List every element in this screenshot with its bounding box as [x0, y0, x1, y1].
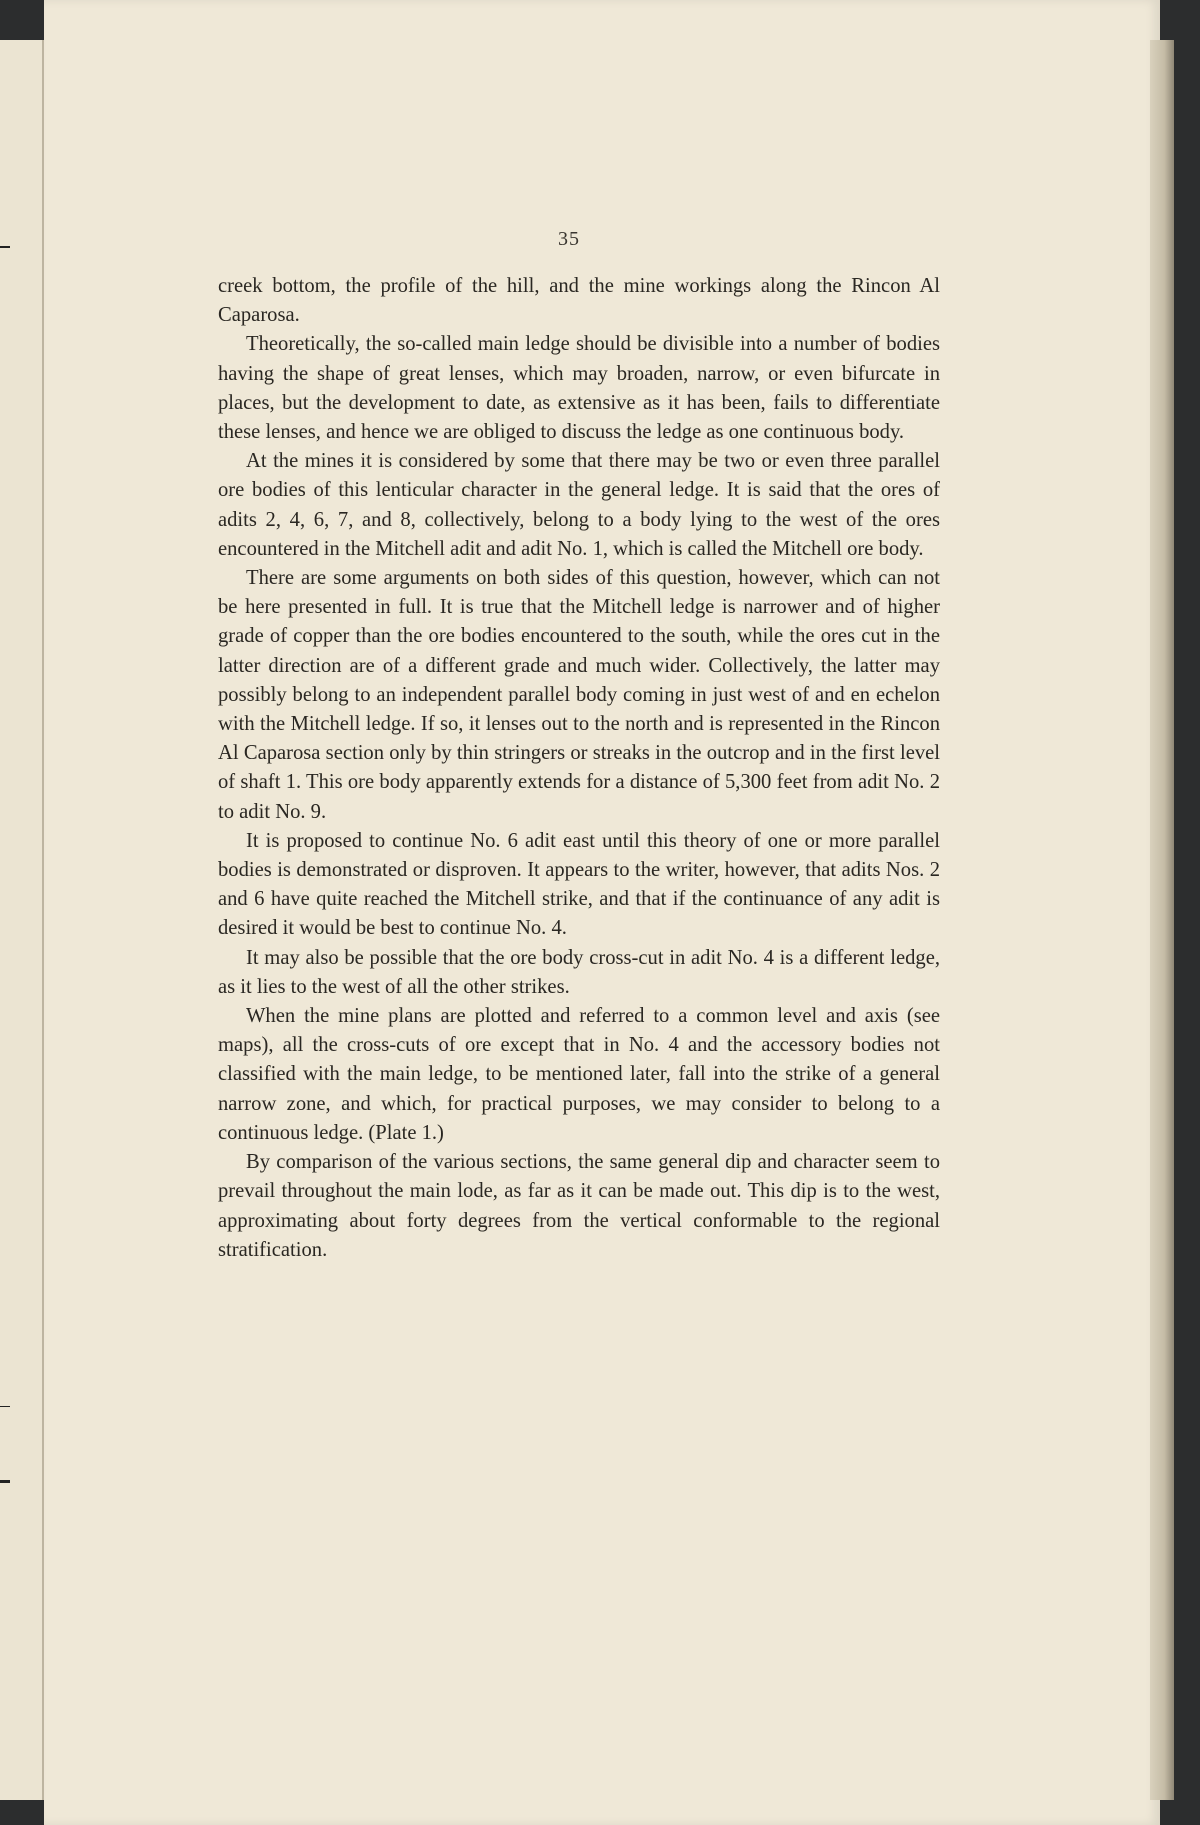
- paragraph: At the mines it is considered by some that there may be two or even three parallel ore bodies of this lenticular character in the general ledge. It is said that the ores of adits 2, 4, 6, 7, and 8, collectively, belong to a body lying to the west of the ores encountered in the Mitchell adit and adit No. 1, which is called the Mitchell ore body.: [218, 450, 940, 560]
- book-page: [44, 0, 1160, 1825]
- page-number: 35: [558, 228, 580, 250]
- paragraph: When the mine plans are plotted and referred to a common level and axis (see maps), all the cross-cuts of ore except that in No. 4 and the accessory bodies not classified with the main ledge, to be mentioned later, fall into the strike of a general narrow zone, and which, for practical purposes, we may consider to belong to a continuous ledge. (Plate 1.): [218, 1005, 940, 1144]
- paragraph: By comparison of the various sections, the same general dip and character seem to prevail throughout the main lode, as far as it can be made out. This dip is to the west, approximating about forty degrees from the vertical conformable to the regional stratification.: [218, 1151, 940, 1261]
- paragraph: It may also be possible that the ore body cross-cut in adit No. 4 is a different ledge, as it lies to the west of all the other strikes.: [218, 946, 940, 998]
- facing-page-mark: [0, 1480, 10, 1483]
- paragraph: It is proposed to continue No. 6 adit east until this theory of one or more parallel bodies is demonstrated or disproven. It appears to the writer, however, that adits Nos. 2 and 6 have quite reached the Mitchell strike, and that if the continuance of any adit is desired it would be best to continue No. 4.: [218, 829, 940, 940]
- facing-page-edge: [0, 40, 44, 1800]
- paragraph: creek bottom, the profile of the hill, and the mine workings along the Rincon Al Caparosa.: [218, 275, 940, 327]
- facing-page-mark: [0, 1406, 10, 1407]
- page-stack-edge: [1150, 40, 1174, 1800]
- body-text: [218, 272, 940, 1265]
- paragraph: There are some arguments on both sides of this question, however, which can not be here presented in full. It is true that the Mitchell ledge is narrower and of higher grade of copper than the ore bodies encountered to the south, while the ores cut in the latter direction are of a different grade and much wider. Collectively, the latter may possibly belong to an independent parallel body coming in just west of and en echelon with the Mitchell ledge. If so, it lenses out to the north and is represented in the Rincon Al Caparosa section only by thin stringers or streaks in the outcrop and in the first level of shaft 1. This ore body apparently extends for a distance of 5,300 feet from adit No. 2 to adit No. 9.: [218, 567, 940, 823]
- facing-page-mark: [0, 246, 10, 248]
- paragraph: Theoretically, the so-called main ledge should be divisible into a number of bodies having the shape of great lenses, which may broaden, narrow, or even bifurcate in places, but the development to date, as extensive as it has been, fails to differentiate these lenses, and hence we are obliged to discuss the ledge as one continuous body.: [218, 333, 940, 444]
